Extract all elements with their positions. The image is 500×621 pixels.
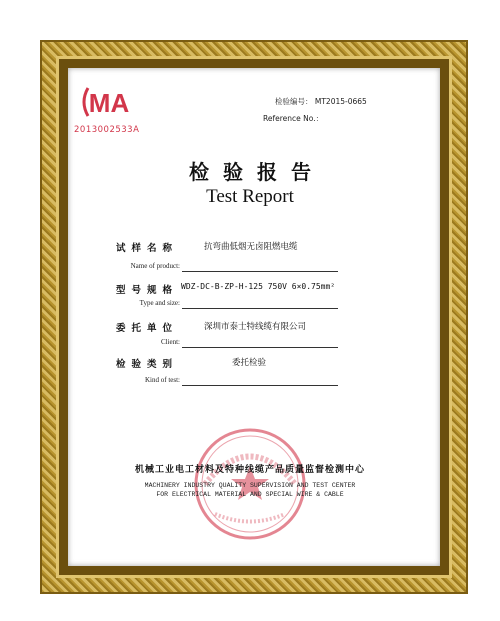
field-value-kind: 委托检验: [232, 358, 267, 368]
reference-number-cn: 检验编号： MT2015-0665: [275, 97, 367, 106]
title-chinese: 检验报告: [189, 160, 325, 184]
field-label-client-en: Client:: [160, 338, 180, 346]
cma-logo-icon: [78, 84, 140, 120]
field-label-type-en: Type and size:: [139, 299, 180, 307]
institution-name-cn: 机械工业电工材料及特种线缆产品质量监督检测中心: [134, 465, 365, 475]
field-label-client-cn: 委托单位: [116, 323, 179, 334]
field-underline-type: [182, 308, 338, 309]
field-value-client: 深圳市泰士特线缆有限公司: [204, 322, 307, 332]
field-underline-kind: [182, 385, 338, 386]
institution-name-en-line1: MACHINERY INDUSTRY QUALITY SUPERVISION AND TEST CENTER: [144, 482, 356, 489]
institution-name-en-line2: FOR ELECTRICAL MATERIAL AND SPECIAL WIRE & CABLE: [156, 491, 344, 498]
field-label-type-cn: 型号规格: [116, 285, 179, 296]
field-label-kind-en: Kind of test:: [145, 376, 180, 384]
field-label-kind-cn: 检验类别: [116, 359, 179, 370]
reference-number-en: Reference No.：: [263, 114, 324, 123]
field-underline-client: [182, 347, 338, 348]
field-label-product-cn: 试样名称: [116, 243, 179, 254]
field-label-product-en: Name of product:: [130, 262, 180, 270]
cma-logo-text: MA: [88, 88, 130, 118]
field-value-product: 抗弯曲低烟无卤阻燃电缆: [204, 242, 298, 252]
field-underline-product: [182, 271, 338, 272]
title-english: Test Report: [206, 186, 294, 207]
field-value-type: WDZ-DC-B-ZP-H-125 750V 6×0.75mm²: [181, 282, 336, 291]
cma-code: 2013002533A: [74, 125, 140, 135]
